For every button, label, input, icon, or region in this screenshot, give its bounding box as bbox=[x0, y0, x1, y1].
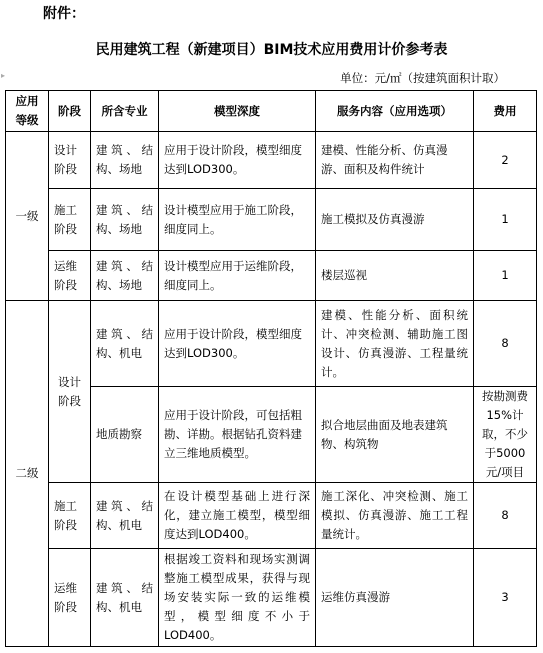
table-row bbox=[6, 189, 537, 251]
table-header-row bbox=[6, 91, 537, 132]
header-stage: 阶段 bbox=[49, 91, 91, 132]
depth-cell: 设计模型应用于运维阶段，细度同上。 bbox=[159, 251, 316, 301]
depth-cell: 根据竣工资料和现场实测调整施工模型成果，获得与现场安装实际一致的运维模型，模型细度不小于LOD400。 bbox=[159, 549, 316, 647]
unit-note: 单位：元/㎡（按建筑面积计取） bbox=[340, 71, 505, 85]
stage-cell: 设计阶段 bbox=[49, 132, 91, 189]
table-row bbox=[6, 301, 537, 387]
stage-cell: 施工阶段 bbox=[49, 189, 91, 251]
major-cell: 建筑、结构、场地 bbox=[91, 189, 159, 251]
fee-cell: 3 bbox=[474, 549, 537, 647]
service-cell: 施工深化、冲突检测、施工模拟、仿真漫游、施工工程量统计。 bbox=[316, 483, 474, 549]
attachment-label: 附件： bbox=[43, 6, 85, 22]
major-cell: 地质勘察 bbox=[91, 387, 159, 483]
fee-cell: 8 bbox=[474, 301, 537, 387]
depth-cell: 应用于设计阶段，模型细度达到LOD300。 bbox=[159, 301, 316, 387]
level-cell: 二级 bbox=[6, 301, 49, 647]
stage-cell: 施工阶段 bbox=[49, 483, 91, 549]
depth-cell: 应用于设计阶段，模型细度达到LOD300。 bbox=[159, 132, 316, 189]
fee-cell: 1 bbox=[474, 189, 537, 251]
service-cell: 施工模拟及仿真漫游 bbox=[316, 189, 474, 251]
stage-cell: 运维阶段 bbox=[49, 549, 91, 647]
major-cell: 建筑、结构、场地 bbox=[91, 251, 159, 301]
depth-cell: 应用于设计阶段，可包括粗勘、详勘。根据钻孔资料建立三维地质模型。 bbox=[159, 387, 316, 483]
header-service: 服务内容（应用选项） bbox=[316, 91, 474, 132]
table-row bbox=[6, 483, 537, 549]
service-cell: 拟合地层曲面及地表建筑物、构筑物 bbox=[316, 387, 474, 483]
stage-cell: 设计阶段 bbox=[49, 301, 91, 483]
level-cell: 一级 bbox=[6, 132, 49, 301]
major-cell: 建筑、结构、机电 bbox=[91, 301, 159, 387]
major-cell: 建筑、结构、机电 bbox=[91, 549, 159, 647]
major-cell: 建筑、结构、机电 bbox=[91, 483, 159, 549]
header-fee: 费用 bbox=[474, 91, 537, 132]
header-level: 应用等级 bbox=[6, 91, 49, 132]
service-cell: 楼层巡视 bbox=[316, 251, 474, 301]
table-row bbox=[6, 549, 537, 647]
header-depth: 模型深度 bbox=[159, 91, 316, 132]
fee-cell: 1 bbox=[474, 251, 537, 301]
depth-cell: 在设计模型基础上进行深化，建立施工模型，模型细度达到LOD400。 bbox=[159, 483, 316, 549]
document-title: 民用建筑工程（新建项目）BIM技术应用费用计价参考表 bbox=[95, 42, 448, 58]
table-row bbox=[6, 251, 537, 301]
fee-cell: 8 bbox=[474, 483, 537, 549]
service-cell: 建模、性能分析、面积统计、冲突检测、辅助施工图设计、仿真漫游、工程量统计。 bbox=[316, 301, 474, 387]
corner-marker-icon: ▸ bbox=[1, 71, 6, 80]
fee-cell: 2 bbox=[474, 132, 537, 189]
depth-cell: 设计模型应用于施工阶段，细度同上。 bbox=[159, 189, 316, 251]
header-major: 所含专业 bbox=[91, 91, 159, 132]
major-cell: 建筑、结构、场地 bbox=[91, 132, 159, 189]
stage-cell: 运维阶段 bbox=[49, 251, 91, 301]
service-cell: 建模、性能分析、仿真漫游、面积及构件统计 bbox=[316, 132, 474, 189]
pricing-table bbox=[5, 90, 537, 647]
table-row bbox=[6, 132, 537, 189]
fee-cell: 按勘测费15%计取，不少于5000元/项目 bbox=[474, 387, 537, 483]
service-cell: 运维仿真漫游 bbox=[316, 549, 474, 647]
